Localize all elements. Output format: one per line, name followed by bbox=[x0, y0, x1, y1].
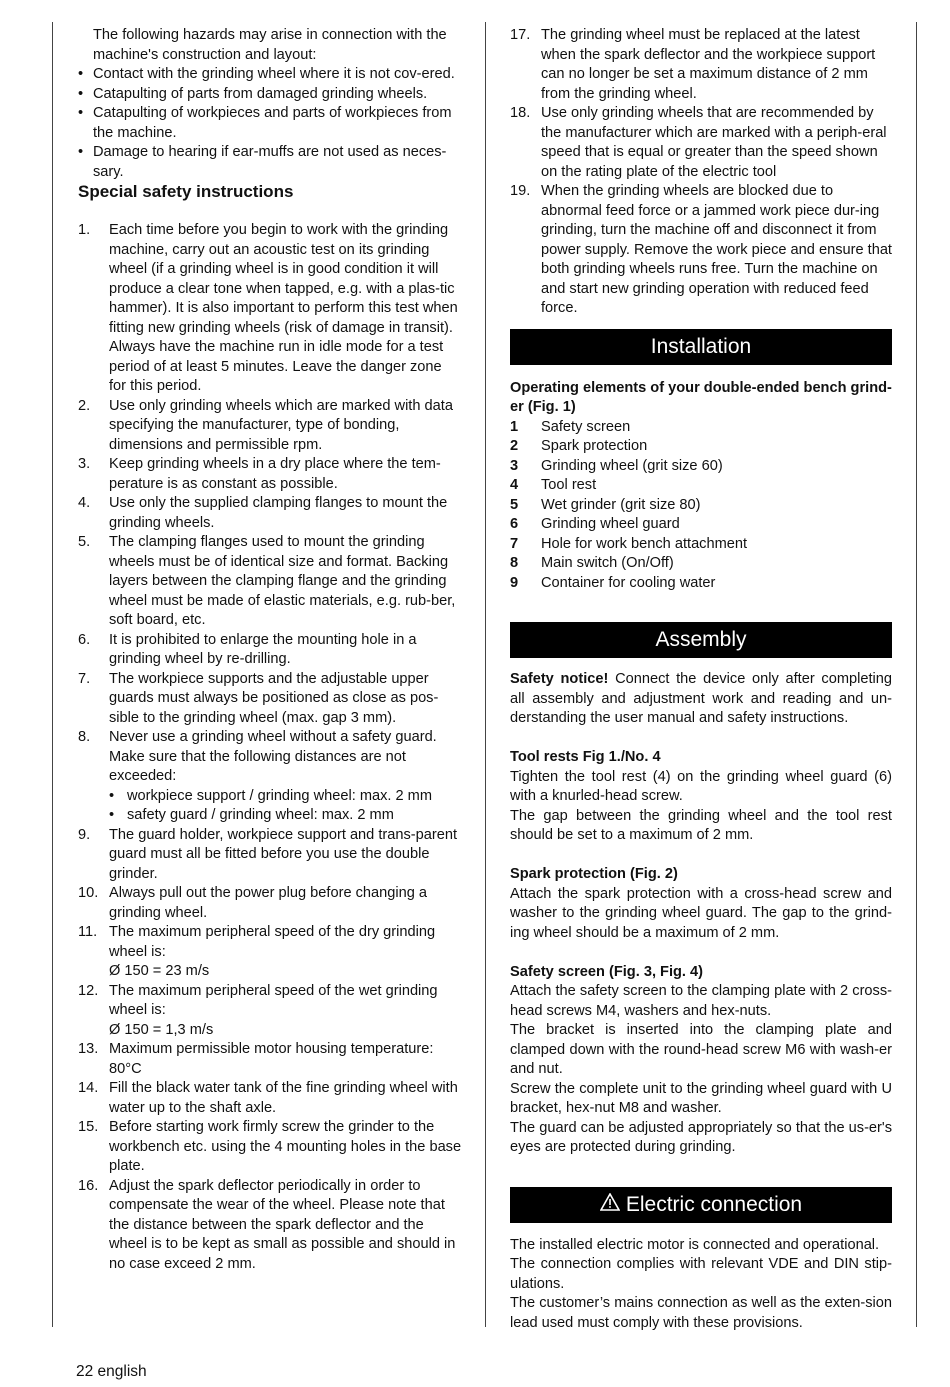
paragraph: The bracket is inserted into the clamping plate and clamped down with the round-head screw M6 with wash-er and nut. bbox=[510, 1022, 892, 1077]
paragraph: The connection complies with relevant VDE and DIN stip-ulations. bbox=[510, 1256, 892, 1292]
sub-list-item: • safety guard / grinding wheel: max. 2 mm bbox=[109, 807, 394, 823]
page-footer: 22 english bbox=[76, 1363, 147, 1380]
list-item: 4 Tool rest bbox=[510, 477, 597, 493]
list-item: 11. The maximum peripheral speed of the dry grinding wheel is: Ø 150 = 23 m/s bbox=[78, 924, 436, 979]
left-margin-rule bbox=[52, 22, 53, 1327]
list-item: 6 Grinding wheel guard bbox=[510, 516, 680, 532]
list-item: • Contact with the grinding wheel where it is not cov-ered. bbox=[78, 66, 455, 82]
list-item: 14. Fill the black water tank of the fine grinding wheel with water up to the shaft axle. bbox=[78, 1080, 458, 1116]
list-item: 19. When the grinding wheels are blocked due to abnormal feed force or a jammed work piece dur-ing grinding, turn the machine off and disconnect it from power supply. Remove the work piece and ensure that both grinding wheels runs free. Turn the machine on and start new grinding operation with reduced feed force. bbox=[510, 183, 892, 316]
list-item: 1. Each time before you begin to work with the grinding machine, carry out an acoustic test on its grinding wheel (if a grinding wheel is in good condition it will produce a clear tone when tapped, e.g. with a plas-tic hammer). It is also important to perform this test when fitting new grinding wheels (risk of damage in transit). Always have the machine run in idle mode for a test period of at least 5 minutes. Leave the danger zone for this period. bbox=[78, 222, 458, 394]
list-item: 5 Wet grinder (grit size 80) bbox=[510, 496, 701, 513]
list-item: 13. Maximum permissible motor housing temperature: 80°C bbox=[78, 1041, 434, 1077]
warning-triangle-icon bbox=[600, 1187, 620, 1223]
safety-screen-heading: Safety screen (Fig. 3, Fig. 4) bbox=[510, 963, 704, 980]
list-item: 7. The workpiece supports and the adjustable upper guards must always be positioned as close as pos-sible to the grinding wheel (max. gap 3 mm). bbox=[78, 670, 439, 726]
hazard-list bbox=[78, 65, 462, 182]
intro-text: The following hazards may arise in connection with the machine's construction and layout: bbox=[93, 27, 447, 63]
list-item: 18. Use only grinding wheels that are recommended by the manufacturer which are marked with a periph-eral speed that is equal or greater than the speed shown on the rating plate of the electric tool bbox=[510, 105, 887, 180]
special-safety-list bbox=[78, 221, 462, 1274]
list-item: 8. Never use a grinding wheel without a safety guard. Make sure that the following distances are not exceeded: • workpiece support / grinding wheel: max. 2 mm • safety guard / grinding wheel: max. 2 mm bbox=[78, 728, 462, 826]
list-item: 6. It is prohibited to enlarge the mounting hole in a grinding wheel by re-drilling. bbox=[78, 631, 417, 667]
list-item: 12. The maximum peripheral speed of the wet grinding wheel is: Ø 150 = 1,3 m/s bbox=[78, 982, 438, 1038]
safety-notice: Safety notice! Connect the device only after completing all assembly and adjustment work and reading and un-derstanding the user manual and safety instructions. bbox=[510, 671, 892, 726]
list-item: 10. Always pull out the power plug before changing a grinding wheel. bbox=[78, 885, 428, 921]
list-item: 3 Grinding wheel (grit size 60) bbox=[510, 457, 723, 474]
list-item: 15. Before starting work firmly screw the grinder to the workbench etc. using the 4 mounting holes in the base plate. bbox=[78, 1119, 462, 1174]
center-column-rule bbox=[485, 22, 486, 1327]
list-item: 3. Keep grinding wheels in a dry place where the tem-perature is as constant as possible. bbox=[78, 456, 441, 492]
electric-connection-heading: Electric connection bbox=[510, 1187, 892, 1223]
list-item: 17. The grinding wheel must be replaced at the latest when the spark deflector and the workpiece support can no longer be set a maximum distance of 2 mm from the grinding wheel. bbox=[510, 27, 876, 102]
operating-elements-list bbox=[510, 418, 892, 594]
paragraph: Attach the spark protection with a cross-head screw and washer to the grinding wheel guard. The gap to the grind-ing wheel should be a maximum of 2 mm. bbox=[510, 885, 892, 941]
tool-rests-heading: Tool rests Fig 1./No. 4 bbox=[510, 749, 661, 765]
special-safety-heading: Special safety instructions bbox=[78, 182, 294, 201]
paragraph: Tighten the tool rest (4) on the grinding wheel guard (6) with a knurled-head screw. bbox=[510, 768, 892, 804]
list-item: 2. Use only grinding wheels which are marked with data specifying the manufacturer, type of bonding, dimensions and permissible rpm. bbox=[78, 397, 453, 453]
list-item: 9. The guard holder, workpiece support and trans-parent guard must all be fitted before you use the double grinder. bbox=[78, 826, 458, 882]
list-item: 7 Hole for work bench attachment bbox=[510, 535, 748, 552]
list-item: • Catapulting of workpieces and parts of workpieces from the machine. bbox=[78, 105, 452, 141]
paragraph: The guard can be adjusted appropriately so that the us-er's eyes are protected during grinding. bbox=[510, 1119, 892, 1155]
paragraph: Attach the safety screen to the clamping plate with 2 cross-head screws M4, washers and hex-nuts. bbox=[510, 983, 892, 1019]
paragraph: The installed electric motor is connected and operational. bbox=[510, 1236, 880, 1253]
list-item: 16. Adjust the spark deflector periodically in order to compensate the wear of the wheel. Please note that the distance between the spark deflector and the wheel is to be kept as small as possible and should in no case exceed 2 mm. bbox=[78, 1177, 456, 1272]
list-item: • Damage to hearing if ear-muffs are not used as neces-sary. bbox=[78, 144, 447, 180]
list-item: 4. Use only the supplied clamping flanges to mount the grinding wheels. bbox=[78, 495, 448, 531]
list-item: 5. The clamping flanges used to mount the grinding wheels must be of identical size and format. Backing layers between the clamping flange and the grinding wheel must be made of elastic materials, e.g. rub-ber, soft board, etc. bbox=[78, 534, 456, 628]
list-item: • Catapulting of parts from damaged grinding wheels. bbox=[78, 85, 428, 102]
left-column bbox=[78, 26, 462, 1274]
list-item: 2 Spark protection bbox=[510, 438, 648, 454]
paragraph: The customer’s mains connection as well as the exten-sion lead used must comply with these provisions. bbox=[510, 1295, 892, 1331]
assembly-heading: Assembly bbox=[510, 622, 892, 658]
operating-elements-heading: Operating elements of your double-ended bench grind-er (Fig. 1) bbox=[510, 379, 892, 415]
paragraph: The gap between the grinding wheel and the tool rest should be set to a maximum of 2 mm. bbox=[510, 807, 892, 843]
right-margin-rule bbox=[916, 22, 917, 1327]
installation-heading: Installation bbox=[510, 329, 892, 365]
list-item: 9 Container for cooling water bbox=[510, 574, 716, 591]
list-item: 8 Main switch (On/Off) bbox=[510, 555, 674, 571]
spark-protection-heading: Spark protection (Fig. 2) bbox=[510, 866, 678, 882]
right-column bbox=[510, 26, 892, 1333]
sub-list-item: • workpiece support / grinding wheel: max. 2 mm bbox=[109, 787, 432, 804]
paragraph: Screw the complete unit to the grinding wheel guard with U bracket, hex-nut M8 and washer. bbox=[510, 1080, 892, 1116]
list-item: 1 Safety screen bbox=[510, 418, 631, 435]
special-safety-list-continued bbox=[510, 26, 892, 319]
